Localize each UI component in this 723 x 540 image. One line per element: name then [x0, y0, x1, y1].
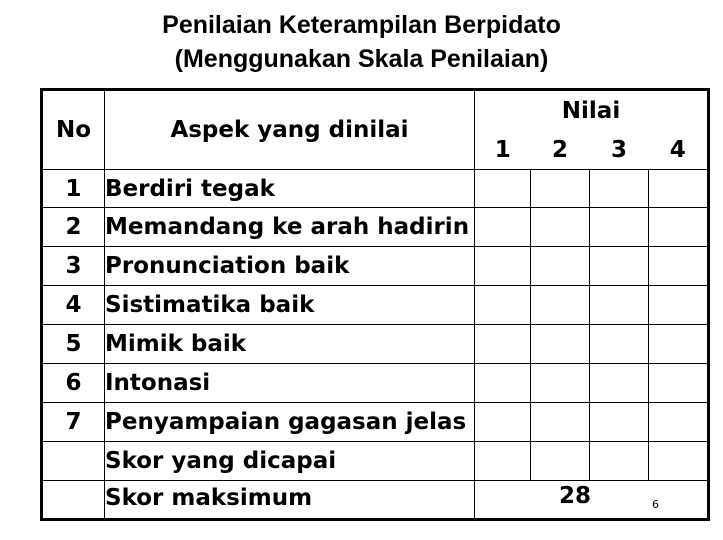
score-cell [531, 208, 590, 247]
score-cell [590, 286, 649, 325]
row-no: 3 [42, 247, 105, 286]
table-row [42, 364, 709, 403]
empty-no-cell [42, 481, 105, 520]
table-row [42, 403, 709, 442]
row-aspek: Penyampaian gagasan jelas [105, 403, 475, 442]
score-cell [531, 247, 590, 286]
row-no: 1 [42, 170, 105, 208]
row-aspek: Sistimatika baik [105, 286, 475, 325]
row-no: 4 [42, 286, 105, 325]
header-score-1: 1 [475, 132, 531, 170]
title-line-1: Penilaian Keterampilan Berpidato [162, 11, 561, 39]
score-cell [590, 442, 649, 481]
score-cell [590, 403, 649, 442]
row-aspek: Memandang ke arah hadirin [105, 208, 475, 247]
table-row-skor-dicapai [42, 442, 709, 481]
assessment-table [40, 88, 710, 521]
score-cell [475, 208, 531, 247]
score-cell [531, 364, 590, 403]
score-cell [649, 208, 709, 247]
score-cell [475, 286, 531, 325]
row-no: 2 [42, 208, 105, 247]
score-cell [475, 364, 531, 403]
score-cell [649, 170, 709, 208]
score-cell [590, 208, 649, 247]
title-line-2: (Menggunakan Skala Penilaian) [174, 45, 549, 73]
score-cell [475, 247, 531, 286]
score-cell [531, 286, 590, 325]
header-score-2: 2 [531, 132, 590, 170]
skor-maksimum-label: Skor maksimum [105, 481, 475, 520]
table-row [42, 325, 709, 364]
score-cell [531, 403, 590, 442]
score-cell [475, 170, 531, 208]
page-number: 6 [652, 498, 659, 511]
row-aspek: Mimik baik [105, 325, 475, 364]
header-score-3: 3 [590, 132, 649, 170]
skor-maksimum-cell [475, 481, 709, 520]
score-cell [531, 170, 590, 208]
header-score-4: 4 [649, 132, 709, 170]
row-aspek: Pronunciation baik [105, 247, 475, 286]
score-cell [649, 247, 709, 286]
score-cell [590, 325, 649, 364]
row-aspek: Berdiri tegak [105, 170, 475, 208]
score-cell [590, 247, 649, 286]
score-cell [649, 325, 709, 364]
score-cell [531, 325, 590, 364]
score-cell [649, 364, 709, 403]
table-row [42, 247, 709, 286]
row-no: 6 [42, 364, 105, 403]
score-cell [475, 325, 531, 364]
table-row-skor-maksimum [42, 481, 709, 520]
row-no: 7 [42, 403, 105, 442]
row-aspek: Intonasi [105, 364, 475, 403]
row-no: 5 [42, 325, 105, 364]
empty-no-cell [42, 442, 105, 481]
header-aspek: Aspek yang dinilai [105, 90, 475, 170]
table-row [42, 286, 709, 325]
skor-dicapai-label: Skor yang dicapai [105, 442, 475, 481]
score-cell [649, 403, 709, 442]
score-cell [475, 403, 531, 442]
score-cell [649, 286, 709, 325]
skor-maksimum-value: 28 [559, 483, 592, 509]
score-cell [649, 442, 709, 481]
header-no: No [42, 90, 105, 170]
score-cell [590, 364, 649, 403]
score-cell [475, 442, 531, 481]
header-nilai: Nilai [475, 90, 709, 132]
table-row [42, 170, 709, 208]
table-row [42, 208, 709, 247]
score-cell [590, 170, 649, 208]
score-cell [531, 442, 590, 481]
